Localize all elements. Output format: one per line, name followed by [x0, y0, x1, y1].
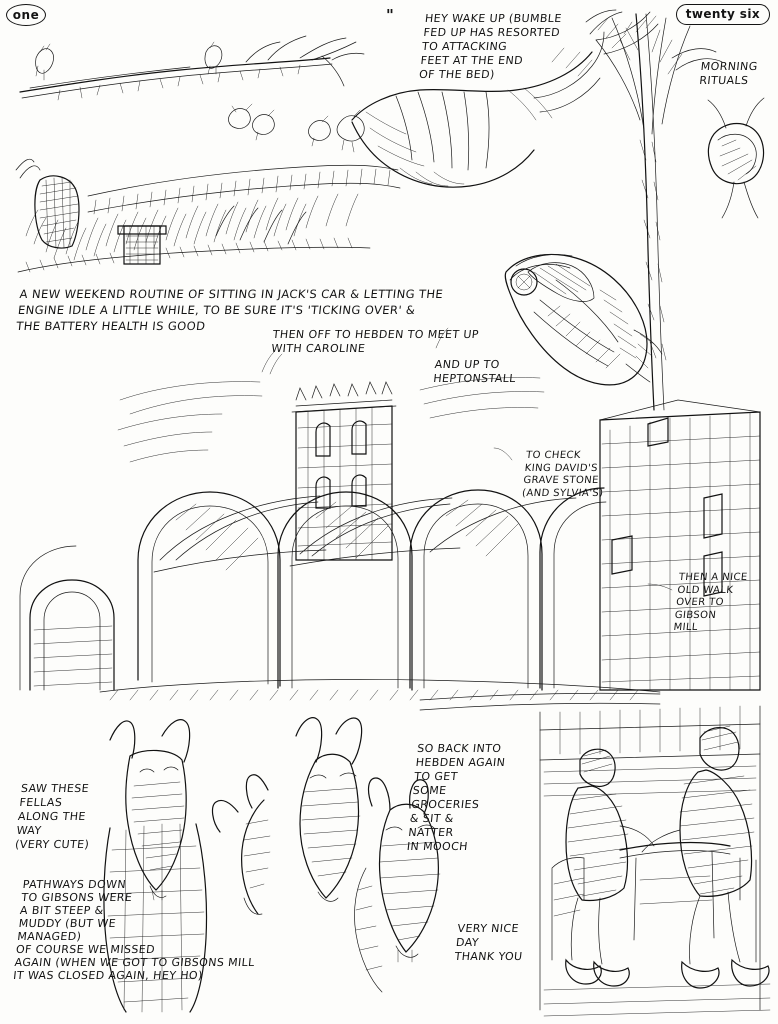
page-number-left: one [6, 4, 46, 26]
caption-pathways-down: PATHWAYS DOWN TO GIBSONS WERE A BIT STEEP & MUDDY (BUT WE MANAGED) OF COURSE WE MISSED AGAIN (WHEN WE GOT TO GIBSONS MILL IT WAS CLOSED AGAIN, HEY HO) [12, 878, 256, 982]
quote-mark: " [386, 6, 395, 24]
heptonstall-ruined-church-drawing [20, 378, 760, 711]
caption-heptonstall: AND UP TO HEPTONSTALL [432, 358, 517, 385]
cafe-figures-mooch-drawing [540, 706, 770, 1016]
caption-weekend-routine: A NEW WEEKEND ROUTINE OF SITTING IN JACK'S CAR & LETTING THE ENGINE IDLE A LITTLE WHILE, TO BE SURE IT'S 'TICKING OVER' & THE BATTERY HEALTH IS GOOD [15, 287, 444, 333]
caption-saw-these-fellas: SAW THESE FELLAS ALONG THE WAY (VERY CUTE) [14, 782, 90, 851]
caption-hebden-caroline: THEN OFF TO HEBDEN TO MEET UP WITH CAROLINE [270, 328, 480, 355]
caption-king-davids-gravestone: TO CHECK KING DAVID'S GRAVE STONE (AND SYLVIA'S) [521, 450, 604, 499]
caption-back-into-hebden: SO BACK INTO HEBDEN AGAIN TO GET SOME GROCERIES & SIT & NATTER IN MOOCH [406, 742, 506, 853]
page-number-right: twenty six [676, 4, 770, 25]
caption-wake-up: HEY WAKE UP (BUMBLE FED UP HAS RESORTED TO ATTACKING FEET AT THE END OF THE BED) [418, 12, 563, 81]
caption-very-nice-day: VERY NICE DAY THANK YOU [453, 922, 524, 963]
hedgerow-landscape-drawing [16, 159, 400, 272]
car-engine-idling-drawing [505, 254, 662, 384]
caption-morning-rituals: MORNING RITUALS [698, 60, 759, 87]
branch-with-birds-drawing [20, 36, 364, 152]
caption-gibson-mill-walk: THEN A NICE OLD WALK OVER TO GIBSON MILL [672, 572, 749, 633]
